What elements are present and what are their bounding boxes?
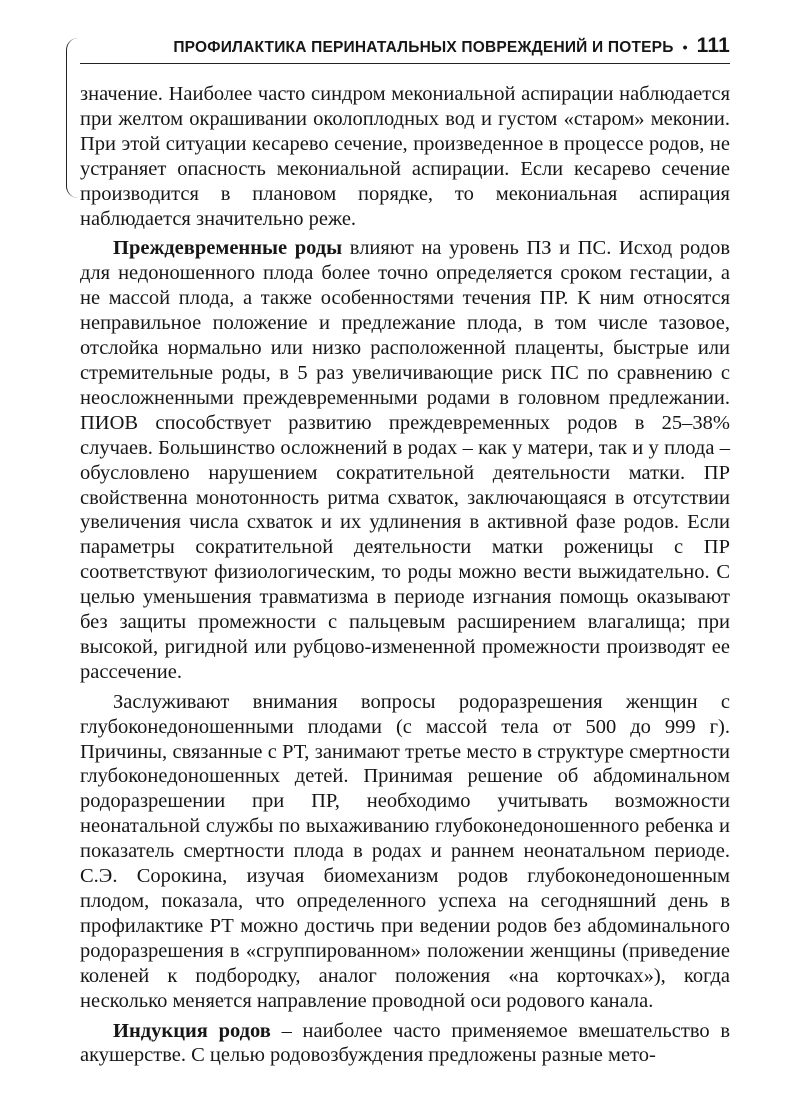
term-preterm-birth: Преждевременные роды — [113, 237, 343, 260]
running-title: ПРОФИЛАКТИКА ПЕРИНАТАЛЬНЫХ ПОВРЕЖДЕНИЙ И ПОТЕРЬ — [173, 39, 674, 56]
term-labor-induction: Индукция родов — [113, 1019, 271, 1042]
margin-bracket-mark — [66, 38, 79, 198]
body-text — [80, 82, 730, 1068]
paragraph-meconium: значение. Наиболее часто синдром мекониальной аспирации наблюдается при желтом окрашивании околоплодных вод и густом «старом» меконии. При этой ситуации кесарево сечение, произведенное в процессе родов, не устраняет опасность мекониальной аспирации. Если кесарево сечение производится в плановом порядке, то мекониальная аспирация наблюдается значительно реже. — [80, 83, 730, 230]
running-header — [80, 34, 730, 60]
paragraph-preterm-birth-text: влияют на уровень ПЗ и ПС. Исход родов для недоношенного плода более точно определяется сроком гестации, а не массой плода, а также особенностями течения ПР. К ним относятся неправильное положение и предлежание плода, в том числе тазовое, отслойка нормально или низко расположенной плаценты, быстрые или стремительные роды, в 5 раз увеличивающие риск ПС по сравнению с неосложненными преждевременными родами в головном предлежании. ПИОВ способствует развитию преждевременных родов в 25–38% случаев. Большинство осложнений в родах – как у матери, так и у плода – обусловлено нарушением сократительной деятельности матки. ПР свойственна монотонность ритма схваток, заключающаяся в отсутствии увеличения числа схваток и их удлинения в активной фазе родов. Если параметры сократительной деятельности матки роженицы с ПР соответствуют физиологическим, то роды можно вести выжидательно. С целью уменьшения травматизма в периоде изгнания помощь оказывают без защиты промежности с пальцевым расширением влагалища; при высокой, ригидной или рубцово-измененной промежности производят ее рассечение. — [80, 237, 730, 683]
header-bullet: • — [682, 39, 688, 55]
header-rule — [80, 63, 730, 64]
paragraph-labor-induction-text: – наиболее часто применяемое вмешательство в акушерстве. С целью родовозбуждения предложены разные мето- — [80, 1019, 730, 1067]
page-number: 111 — [696, 34, 730, 57]
paragraph-labor-induction — [80, 1019, 730, 1069]
paragraph-very-preterm-delivery: Заслуживают внимания вопросы родоразрешения женщин с глубоконедоношенными плодами (с массой тела от 500 до 999 г). Причины, связанные с РТ, занимают третье место в структуре смертности глубоконедоношенных детей. Принимая решение об абдоминальном родоразрешении при ПР, необходимо учитывать возможности неонатальной службы по выхаживанию глубоконедоношенного ребенка и показатель смертности плода в родах и раннем неонатальном периоде. С.Э. Сорокина, изучая биомеханизм родов глубоконедоношенным плодом, показала, что определенного успеха на сегодняшний день в профилактике РТ можно достичь при ведении родов без абдоминального родоразрешения в «сгруппированном» положении женщины (приведение коленей к подбородку, аналог положения «на корточках»), когда несколько меняется направление проводной оси родового канала. — [80, 690, 730, 1012]
paragraph-preterm-birth — [80, 236, 730, 684]
